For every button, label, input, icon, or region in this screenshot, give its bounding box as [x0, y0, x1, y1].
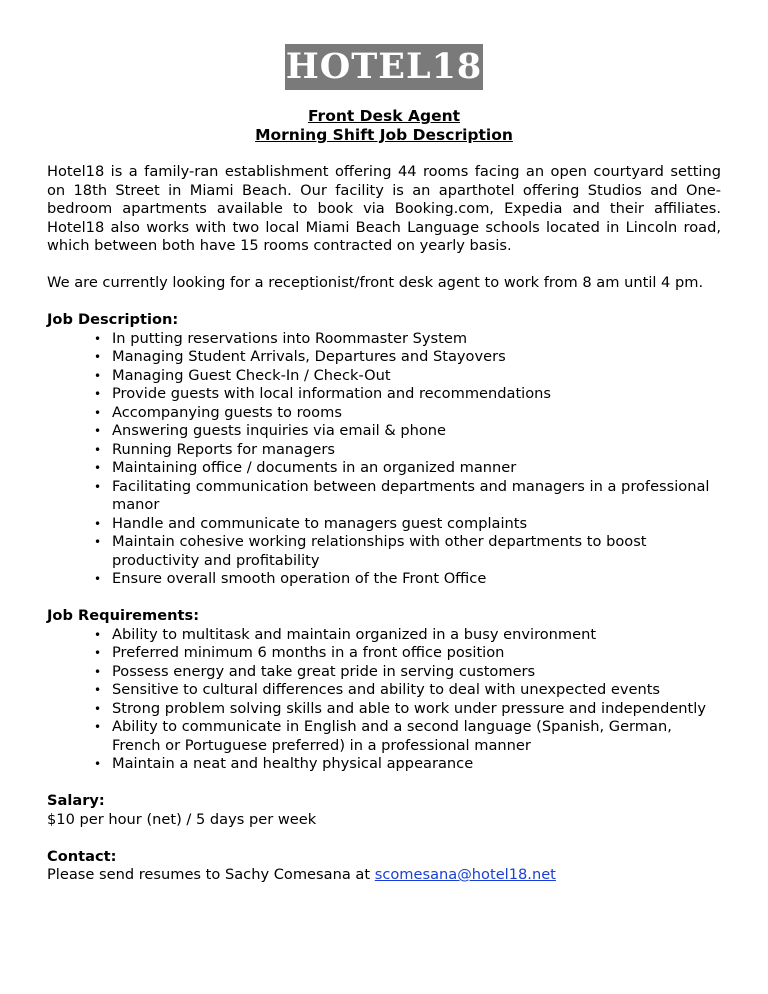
intro-paragraph-hours: We are currently looking for a receptionist/front desk agent to work from 8 am until 4 pm. — [47, 274, 704, 291]
list-item: • Ability to communicate in English and a second language (Spanish, German, French or Portuguese preferred) in a professional manner — [112, 718, 721, 755]
list-item: • Maintain a neat and healthy physical appearance — [112, 755, 721, 774]
list-item: • Facilitating communication between departments and managers in a professional manor — [112, 478, 721, 515]
list-item: • Managing Student Arrivals, Departures and Stayovers — [112, 348, 721, 367]
list-item: • Provide guests with local information and recommendations — [112, 385, 721, 404]
list-item: • Sensitive to cultural differences and ability to deal with unexpected events — [112, 681, 721, 700]
job-description-list — [47, 330, 721, 589]
list-item: • Accompanying guests to rooms — [112, 404, 721, 423]
list-item: • Ensure overall smooth operation of the Front Office — [112, 570, 721, 589]
list-item: • Preferred minimum 6 months in a front office position — [112, 644, 721, 663]
list-item: • Handle and communicate to managers guest complaints — [112, 515, 721, 534]
document-body — [47, 163, 721, 885]
contact-line — [47, 866, 721, 885]
hotel-logo: HOTEL18 — [285, 44, 483, 90]
list-item: • In putting reservations into Roommaster System — [112, 330, 721, 349]
title-job-name: Front Desk Agent — [307, 107, 461, 125]
list-item: • Possess energy and take great pride in serving customers — [112, 663, 721, 682]
contact-text: Please send resumes to Sachy Comesana at — [47, 866, 375, 883]
list-item: • Maintaining office / documents in an organized manner — [112, 459, 721, 478]
job-requirements-heading: Job Requirements: — [47, 607, 200, 624]
salary-heading: Salary: — [47, 792, 105, 809]
list-item: • Answering guests inquiries via email & phone — [112, 422, 721, 441]
contact-email-link[interactable]: scomesana@hotel18.net — [374, 866, 556, 883]
list-item: • Running Reports for managers — [112, 441, 721, 460]
contact-heading: Contact: — [47, 847, 117, 865]
list-item: • Strong problem solving skills and able to work under pressure and independently — [112, 700, 721, 719]
salary-text: $10 per hour (net) / 5 days per week — [47, 810, 317, 828]
document-title — [0, 107, 768, 145]
list-item: • Maintain cohesive working relationships with other departments to boost productivity and profitability — [112, 533, 721, 570]
intro-paragraph: Hotel18 is a family-ran establishment offering 44 rooms facing an open courtyard setting on 18th Street in Miami Beach. Our facility is an aparthotel offering Studios and One-bedroom apartments available to book via Booking.com, Expedia and their affiliates. Hotel18 also works with two local Miami Beach Language schools located in Lincoln road, which between both have 15 rooms contracted on yearly basis. — [47, 163, 721, 254]
job-requirements-list — [47, 626, 721, 774]
list-item: • Managing Guest Check-In / Check-Out — [112, 367, 721, 386]
job-description-heading: Job Description: — [47, 311, 179, 328]
logo-container — [0, 44, 768, 90]
list-item: • Ability to multitask and maintain organized in a busy environment — [112, 626, 721, 645]
title-shift: Morning Shift Job Description — [255, 126, 513, 144]
